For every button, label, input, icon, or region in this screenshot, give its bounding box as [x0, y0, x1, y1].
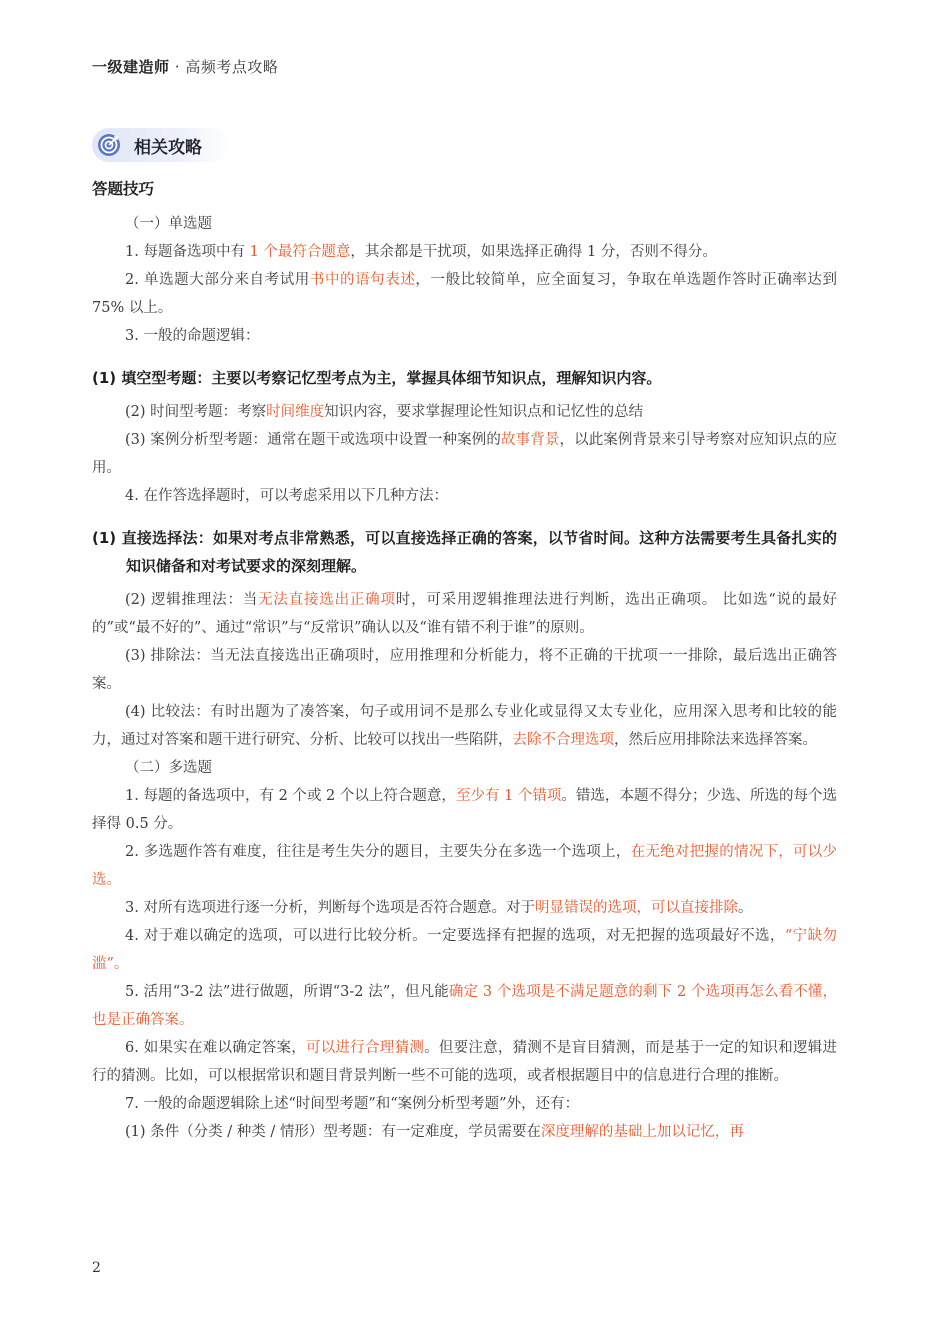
paragraph: 2. 多选题作答有难度，往往是考生失分的题目，主要失分在多选一个选项上，在无绝对把握的情况下，可以少选。	[92, 844, 837, 888]
paragraph: 3. 一般的命题逻辑：	[125, 328, 260, 344]
page-number: 2	[92, 1260, 101, 1276]
paragraph: (1) 条件（分类 / 种类 / 情形）型考题：有一定难度，学员需要在深度理解的基础上加以记忆，再	[125, 1124, 744, 1140]
paragraph: (3) 案例分析型考题：通常在题干或选项中设置一种案例的故事背景，以此案例背景来引导考察对应知识点的应用。	[92, 432, 838, 476]
section-title: 相关攻略	[134, 137, 202, 158]
subheading: 答题技巧	[92, 180, 155, 198]
body-content	[92, 210, 837, 1146]
paragraph: 5. 活用“3-2 法”进行做题，所谓“3-2 法”，但凡能确定 3 个选项是不满足题意的剩下 2 个选项再怎么看不懂，也是正确答案。	[92, 984, 838, 1028]
header-dot: ·	[174, 58, 181, 76]
paragraph: (3) 排除法：当无法直接选出正确项时，应用推理和分析能力，将不正确的干扰项一一排除，最后选出正确答案。	[92, 648, 837, 692]
section-title-pill	[92, 128, 230, 162]
header-title: 一级建造师	[92, 58, 170, 76]
bold-paragraph: (1) 填空型考题：主要以考察记忆型考点为主，掌握具体细节知识点，理解知识内容。	[92, 369, 662, 387]
header-subtitle: 高频考点攻略	[185, 58, 279, 76]
paragraph: （一）单选题	[125, 216, 212, 232]
target-icon	[96, 132, 122, 158]
paragraph: （二）多选题	[125, 760, 212, 776]
paragraph: 2. 单选题大部分来自考试用书中的语句表述，一般比较简单，应全面复习，争取在单选题作答时正确率达到 75% 以上。	[92, 272, 838, 316]
paragraph: 4. 对于难以确定的选项，可以进行比较分析。一定要选择有把握的选项，对无把握的选项最好不选，“宁缺勿滥”。	[92, 928, 837, 972]
paragraph: (2) 逻辑推理法：当无法直接选出正确项时，可采用逻辑推理法进行判断，选出正确项。 比如选“说的最好的”或“最不好的”、通过“常识”与“反常识”确认以及“谁有错不利于谁”的原则。	[92, 592, 837, 636]
paragraph: 7. 一般的命题逻辑除上述“时间型考题”和“案例分析型考题”外，还有：	[125, 1096, 580, 1112]
paragraph: 4. 在作答选择题时，可以考虑采用以下几种方法：	[125, 488, 448, 504]
paragraph: 6. 如果实在难以确定答案，可以进行合理猜测。但要注意，猜测不是盲目猜测，而是基于一定的知识和逻辑进行的猜测。比如，可以根据常识和题目背景判断一些不可能的选项，或者根据题目中的信息进行合理的推断。	[92, 1040, 838, 1084]
paragraph: 1. 每题的备选项中，有 2 个或 2 个以上符合题意，至少有 1 个错项。错选，本题不得分；少选、所选的每个选择得 0.5 分。	[92, 788, 837, 832]
paragraph: 1. 每题备选项中有 1 个最符合题意，其余都是干扰项，如果选择正确得 1 分，否则不得分。	[125, 244, 717, 260]
paragraph: (4) 比较法：有时出题为了凑答案，句子或用词不是那么专业化或显得又太专业化，应用深入思考和比较的能力，通过对答案和题干进行研究、分析、比较可以找出一些陷阱，去除不合理选项，然后应用排除法来选择答案。	[92, 704, 837, 748]
page-header	[92, 56, 278, 77]
paragraph: 3. 对所有选项进行逐一分析，判断每个选项是否符合题意。对于明显错误的选项，可以直接排除。	[125, 900, 753, 916]
bold-paragraph: (1) 直接选择法：如果对考点非常熟悉，可以直接选择正确的答案，以节省时间。这种方法需要考生具备扎实的知识储备和对考试要求的深刻理解。	[92, 529, 837, 575]
paragraph: (2) 时间型考题：考察时间维度知识内容，要求掌握理论性知识点和记忆性的总结	[125, 404, 644, 420]
